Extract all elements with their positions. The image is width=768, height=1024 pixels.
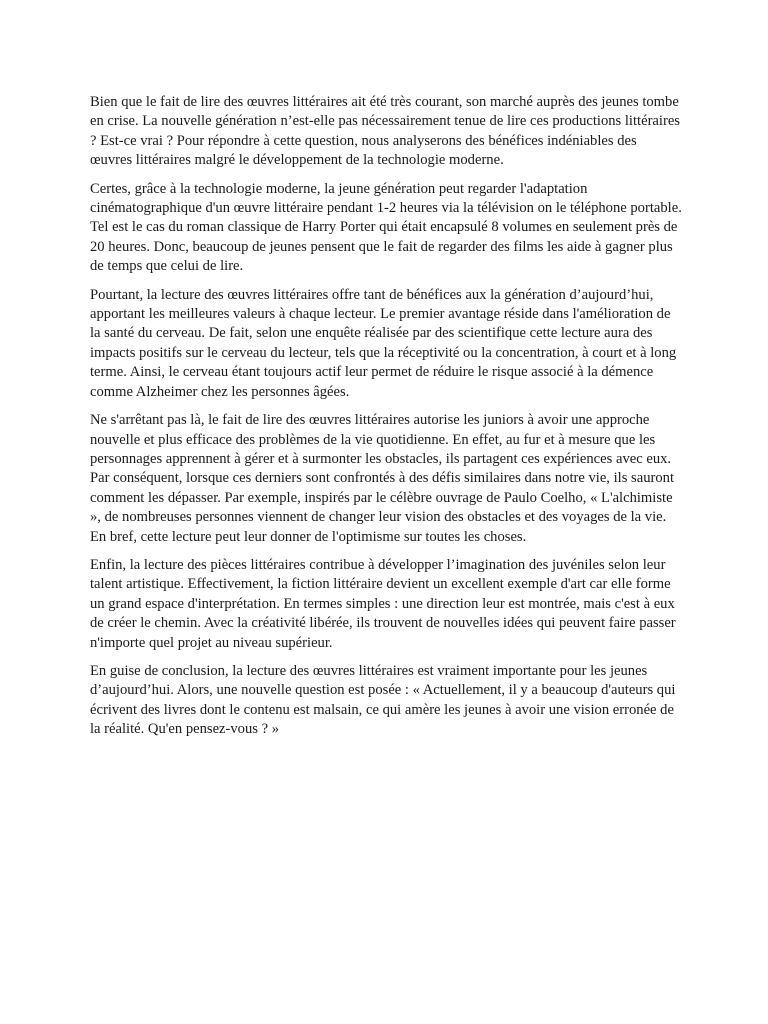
document-body	[90, 93, 682, 749]
paragraph-imagination: Enfin, la lecture des pièces littéraires contribue à développer l’imagination des juvéniles selon leur talent artistique. Effectivement, la fiction littéraire devient un excellent exemple d'art car elle forme un grand espace d'interprétation. En termes simples : une direction leur est montrée, mais c'est à eux de créer le chemin. Avec la créativité libérée, ils trouvent de nouvelles idées qui peuvent faire passer n'importe quel projet au niveau supérieur.	[90, 556, 676, 651]
paragraph-brain-health: Pourtant, la lecture des œuvres littéraires offre tant de bénéfices aux la génération d’aujourd’hui, apportant les meilleures valeurs à chaque lecteur. Le premier avantage réside dans l'amélioration de la santé du cerveau. De fait, selon une enquête réalisée par des scientifique cette lecture aura des impacts positifs sur le cerveau du lecteur, tels que la réceptivité ou la concentration, à court et à long terme. Ainsi, le cerveau étant toujours actif leur permet de réduire le risque associé à la démence comme Alzheimer chez les personnes âgées.	[90, 286, 677, 400]
paragraph-daily-problems: Ne s'arrêtant pas là, le fait de lire des œuvres littéraires autorise les juniors à avoir une approche nouvelle et plus efficace des problèmes de la vie quotidienne. En effet, au fur et à mesure que les personnages apprennent à gérer et à surmonter les obstacles, ils partagent ces expériences avec eux. Par conséquent, lorsque ces derniers sont confrontés à des défis similaires dans notre vie, ils sauront comment les dépasser. Par exemple, inspirés par le célèbre ouvrage de Paulo Coelho, « L'alchimiste », de nombreuses personnes viennent de changer leur vision des obstacles et des voyages de la vie. En bref, cette lecture peut leur donner de l'optimisme sur toutes les choses.	[90, 412, 675, 545]
paragraph-conclusion: En guise de conclusion, la lecture des œuvres littéraires est vraiment importante pour les jeunes d’aujourd’hui. Alors, une nouvelle question est posée : « Actuellement, il y a beaucoup d'auteurs qui écrivent des livres dont le contenu est malsain, ce qui amère les jeunes à avoir une vision erronée de la réalité. Qu'en pensez-vous ? »	[90, 662, 676, 738]
paragraph-technology: Certes, grâce à la technologie moderne, la jeune génération peut regarder l'adaptation cinématographique d'un œuvre littéraire pendant 1-2 heures via la télévision on le téléphone portable. Tel est le cas du roman classique de Harry Porter qui était encapsulé 8 volumes en seulement près de 20 heures. Donc, beaucoup de jeunes pensent que le fait de regarder des films les aide à gagner plus de temps que celui de lire.	[90, 180, 682, 275]
paragraph-introduction: Bien que le fait de lire des œuvres littéraires ait été très courant, son marché auprès des jeunes tombe en crise. La nouvelle génération n’est-elle pas nécessairement tenue de lire ces productions littéraires ? Est-ce vrai ? Pour répondre à cette question, nous analyserons des bénéfices indéniables des œuvres littéraires malgré le développement de la technologie moderne.	[90, 94, 680, 169]
